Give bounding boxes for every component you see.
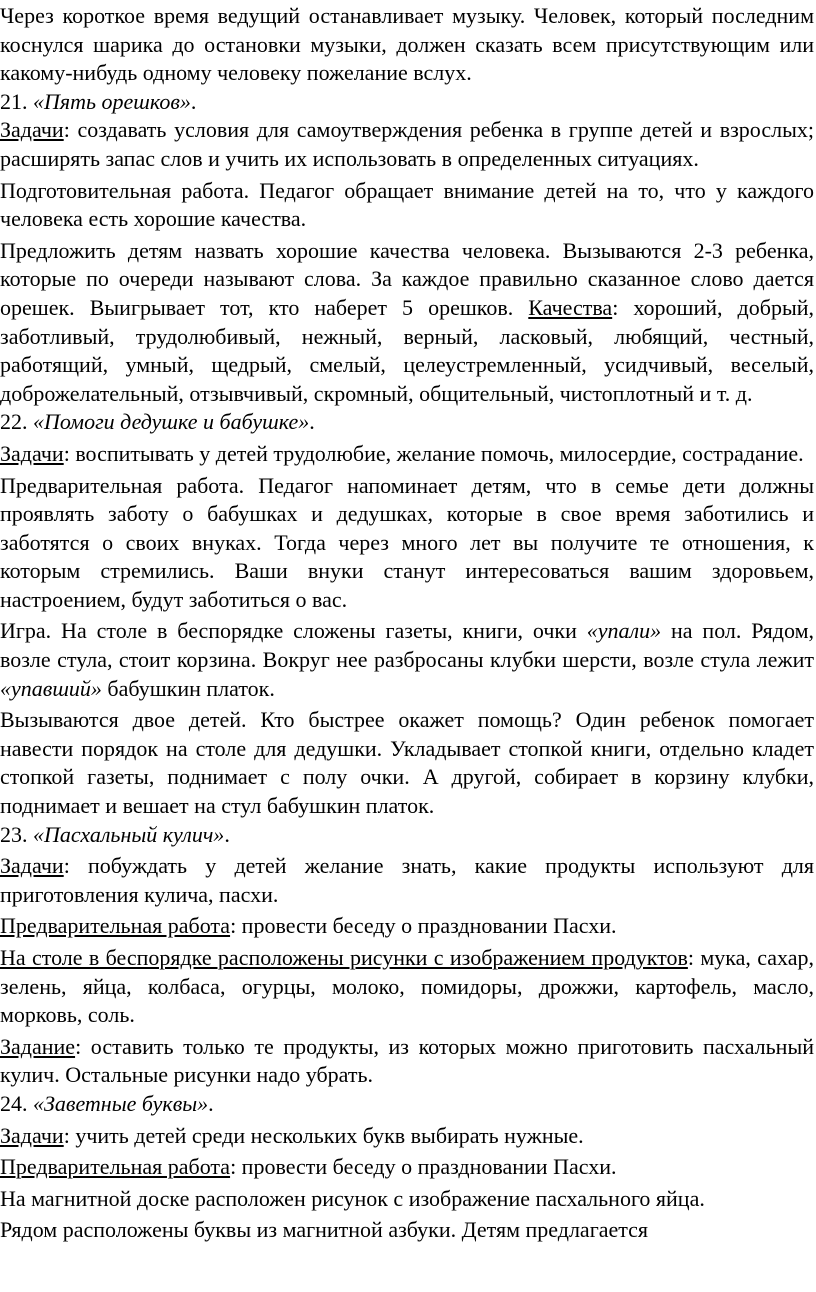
paragraph-intro: Через короткое время ведущий останавливает музыку. Человек, который последним коснулся шарика до остановки музыки, должен сказать всем присутствующим или какому-нибудь одному человеку пожелание вслух. (0, 3, 814, 86)
prep-label: Предварительная работа (0, 1154, 231, 1180)
game-21-game: Предложить детям назвать хорошие качества человека. Вызываются 2-3 ребенка, которые по очереди называют слова. За каждое правильно сказанное слово дается орешек. Выигрывает тот, кто наберет 5 орешков. Качества: хороший, добрый, заботливый, трудолюбивый, нежный, верный, ласковый, любящий, честный, работящий, умный, щедрый, смелый, целеустремленный, усидчивый, веселый, доброжелательный, отзывчивый, скромный, общительный, чистоплотный и т. д. (0, 237, 815, 406)
game-22-title: «Помоги дедушке и бабушке» (33, 409, 310, 435)
game-22-heading: 22. «Помоги дедушке и бабушке». (0, 409, 315, 435)
game-23-table: На столе в беспорядке расположены рисунки с изображением продуктов: мука, сахар, зелень, яйца, колбаса, огурцы, молоко, помидоры, дрожжи, картофель, масло, морковь, соль. (0, 945, 814, 1028)
game-23-number: 23. (0, 821, 28, 847)
game-24-number: 24. (0, 1090, 28, 1116)
game-23-heading: 23. «Пасхальный кулич». (0, 821, 230, 847)
game-24-tasks: Задачи: учить детей среди нескольких букв выбирать нужные. (0, 1122, 584, 1148)
game-22-prep: Предварительная работа. Педагог напоминает детям, что в семье дети должны проявлять заботу о бабушках и дедушках, которые в свое время заботились и заботятся о своих внуках. Тогда через много лет вы получите те отношения, к которым стремились. Ваши внуки станут интересоваться вашим здоровьем, настроением, будут заботиться о вас. (0, 472, 814, 612)
game-23-task: Задание: оставить только те продукты, из которых можно приготовить пасхальный кулич. Остальные рисунки надо убрать. (0, 1033, 814, 1088)
game-24-board: На магнитной доске расположен рисунок с изображение пасхального яйца. (0, 1185, 705, 1211)
tasks-label: Задачи (0, 1122, 64, 1148)
game-24-letters: Рядом расположены буквы из магнитной азбуки. Детям предлагается (0, 1217, 649, 1243)
game-24-prep: Предварительная работа: провести беседу о праздновании Пасхи. (0, 1154, 617, 1180)
game-23-tasks: Задачи: побуждать у детей желание знать, какие продукты используют для приготовления кулича, пасхи. (0, 853, 814, 907)
tasks-label: Задачи (0, 117, 64, 143)
prep-label: Предварительная работа (0, 913, 231, 939)
task-label: Задание (0, 1033, 76, 1059)
game-22-tasks: Задачи: воспитывать у детей трудолюбие, желание помочь, милосердие, сострадание. (0, 440, 804, 466)
game-21-heading: 21. «Пять орешков». (0, 88, 197, 114)
game-21-tasks: Задачи: создавать условия для самоутверждения ребенка в группе детей и взрослых; расширять запас слов и учить их использовать в определенных ситуациях. (0, 117, 814, 171)
tasks-label: Задачи (0, 440, 64, 466)
game-22-number: 22. (0, 409, 28, 435)
game-24-heading: 24. «Заветные буквы». (0, 1090, 214, 1116)
game-23-prep: Предварительная работа: провести беседу о праздновании Пасхи. (0, 913, 617, 939)
game-22-game: Игра. На столе в беспорядке сложены газеты, книги, очки «упали» на пол. Рядом, возле стула, стоит корзина. Вокруг нее разбросаны клубки шерсти, возле стула лежит «упавший» бабушкин платок. (0, 618, 814, 701)
game-24-title: «Заветные буквы» (33, 1090, 209, 1116)
qualities-label: Качества (528, 294, 613, 320)
game-21-prep: Подготовительная работа. Педагог обращает внимание детей на то, что у каждого человека есть хорошие качества. (0, 177, 814, 232)
game-21-title: «Пять орешков» (33, 88, 191, 114)
game-22-rules: Вызываются двое детей. Кто быстрее окажет помощь? Один ребенок помогает навести порядок на столе для дедушки. Укладывает стопкой книги, отдельно кладет стопкой газеты, поднимает с полу очки. А другой, собирает в корзину клубки, поднимает и вешает на стул бабушкин платок. (0, 707, 814, 819)
game-23-title: «Пасхальный кулич» (33, 821, 225, 847)
table-label: На столе в беспорядке расположены рисунки с изображением продуктов (0, 945, 688, 970)
game-21-number: 21. (0, 88, 28, 114)
tasks-label: Задачи (0, 853, 64, 879)
